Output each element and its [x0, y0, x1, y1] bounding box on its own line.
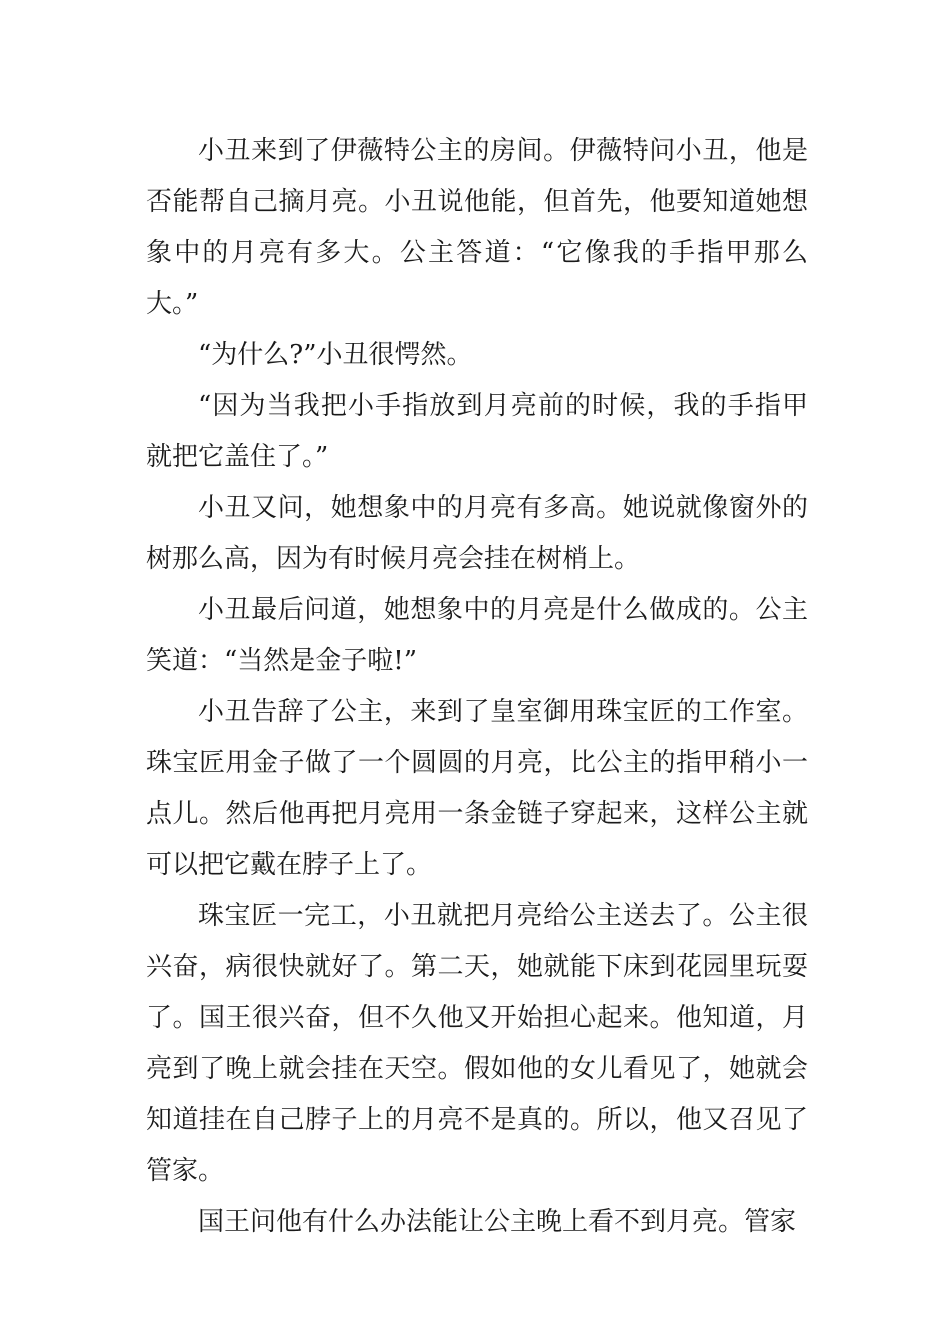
paragraph-8: 国王问他有什么办法能让公主晚上看不到月亮。管家: [198, 1207, 797, 1237]
paragraph-5: 小丑最后问道，她想象中的月亮是什么做成的。公主笑道：“当然是金子啦!”: [146, 595, 808, 676]
paragraph-1: 小丑来到了伊薇特公主的房间。伊薇特问小丑，他是否能帮自己摘月亮。小丑说他能，但首先，他要知道她想象中的月亮有多大。公主答道：“它像我的手指甲那么大。”: [146, 136, 808, 319]
document-body: [146, 126, 808, 1248]
paragraph-4: 小丑又问，她想象中的月亮有多高。她说就像窗外的树那么高，因为有时候月亮会挂在树梢上。: [146, 493, 808, 574]
paragraph-2: “为什么?”小丑很愕然。: [198, 340, 473, 370]
paragraph-3: “因为当我把小手指放到月亮前的时候，我的手指甲就把它盖住了。”: [146, 391, 808, 472]
paragraph-7: 珠宝匠一完工，小丑就把月亮给公主送去了。公主很兴奋，病很快就好了。第二天，她就能下床到花园里玩耍了。国王很兴奋，但不久他又开始担心起来。他知道，月亮到了晚上就会挂在天空。假如他的女儿看见了，她就会知道挂在自己脖子上的月亮不是真的。所以，他又召见了管家。: [146, 901, 808, 1186]
paragraph-6: 小丑告辞了公主，来到了皇室御用珠宝匠的工作室。珠宝匠用金子做了一个圆圆的月亮，比公主的指甲稍小一点儿。然后他再把月亮用一条金链子穿起来，这样公主就可以把它戴在脖子上了。: [146, 697, 808, 880]
